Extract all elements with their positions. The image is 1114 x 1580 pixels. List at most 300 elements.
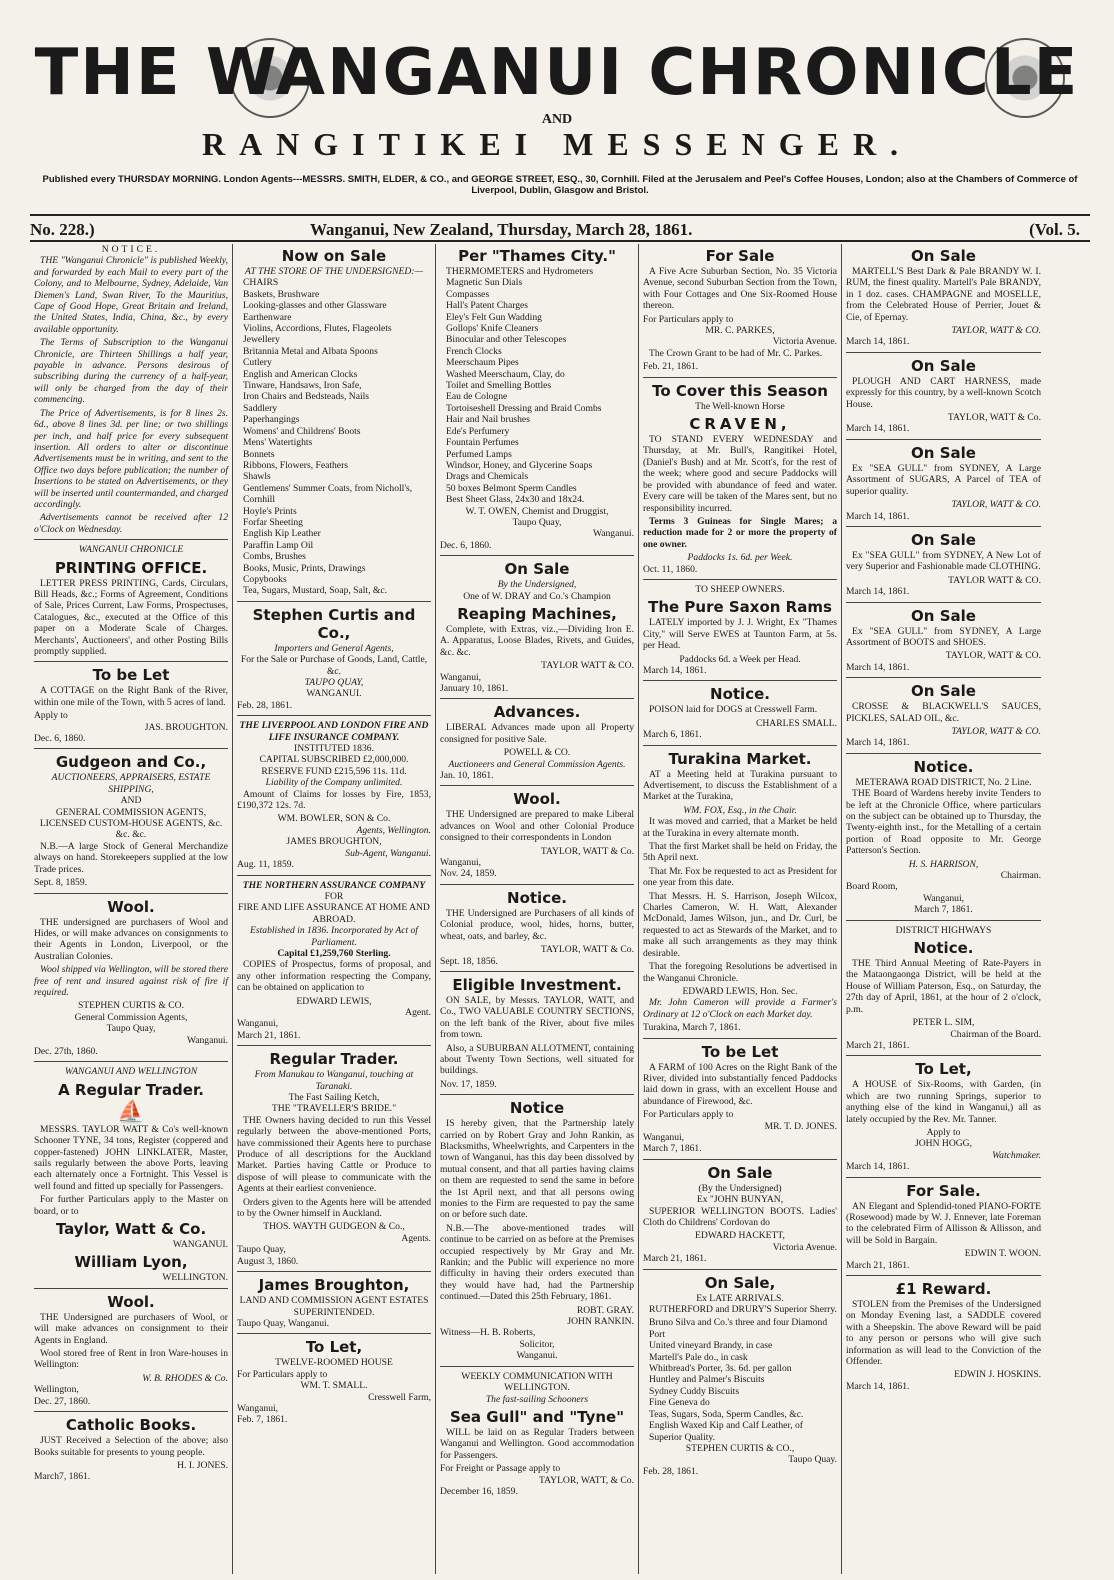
house-date: March 14, 1861. [846,1161,910,1173]
wool-signature: Taupo Quay, [106,1023,156,1035]
list-item: French Clocks [446,345,502,357]
boots-ex: Ex "JOHN BUNYAN, [696,1194,784,1206]
highways-kicker: DISTRICT HIGHWAYS [895,924,992,936]
list-item: Tortoiseshell Dressing and Braid Combs [446,402,602,414]
regular-heading: Regular Trader. [269,1050,399,1069]
road-date: March 7, 1861. [914,904,973,916]
list-item: 50 boxes Belmont Sperm Candles [446,482,577,494]
brandy-text: MARTELL'S Best Dark & Pale BRANDY W. I. RUM, the finest quality. Martell's Pale BRANDY, in 1 doz. cases. CHAMPAGNE and MOSELLE, from the Celebrated House of Perrier, Jouet & Cie, of Epernay. [846,266,1041,323]
list-item: Hall's Patent Charges [446,300,529,312]
sugars-signature: TAYLOR, WATT & CO. [951,499,1041,511]
gudgeon-date: Sept. 8, 1859. [34,877,88,889]
list-item: Hair and Nail brushes [446,414,530,426]
regular-role: Agents. [401,1232,431,1244]
seagull-heading: Sea Gull" and "Tyne" [449,1407,625,1426]
list-item: Bonnets [243,448,275,460]
market-heading: Turakina Market. [668,749,812,768]
liverpool-reserve: RESERVE FUND £215,596 11s. 11d. [261,765,407,777]
wool-date: Dec. 27th, 1860. [34,1045,98,1057]
northern-for: FOR [324,890,344,902]
highways-role: Chairman of the Board. [950,1028,1041,1040]
wool3-date: Nov. 24, 1859. [440,868,497,880]
tolet2-heading: To Let, [305,1338,363,1357]
tolet-apply: Apply to [34,710,68,722]
liverpool-agent: JAMES BROUGHTON, [286,836,382,848]
wool2-date: Dec. 27, 1860. [34,1395,91,1407]
craven-date: Oct. 11, 1860. [643,563,698,575]
advances-text: LIBERAL Advances made upon all Property consigned for positive Sale. [440,722,634,745]
list-item: Jewellery [243,334,280,346]
gudgeon-text: N.B.—A large Stock of General Merchandize always on hand. Storekeepers supplied at the low Trade prices. [34,840,228,875]
masthead-and: AND [541,112,573,127]
list-item: Gollops' Knife Cleaners [446,323,539,335]
wool-text: THE undersigned are purchasers of Wool and Hides, or will make advances on consignments to their Agents in London, Liverpool, or the Australian Colonies. [34,916,228,962]
list-item: Fine Geneva do [649,1397,710,1409]
list-item: Hoyle's Prints [243,505,297,517]
boots-heading: On Sale [707,1163,773,1182]
market-text: WM. FOX, Esq., in the Chair. [683,804,797,816]
books-text: JUST Received a Selection of the above; also Books suitable for presents to young people. [34,1435,228,1458]
lyon-loc: WELLINGTON. [162,1272,228,1284]
forsale-loc: Victoria Avenue. [772,336,837,348]
list-item: Washed Meerschaum, Clay, do [446,368,565,380]
wool2-signature: W. B. RHODES & Co. [142,1372,228,1384]
highways-heading: Notice. [913,939,974,958]
list-item: Compasses [446,288,490,300]
regular-ketch: The Fast Sailing Ketch, [288,1092,380,1103]
seagull-text: WILL be laid on as Regular Traders between Wanganui and Wellington. Good accommodation for Passengers. [440,1426,634,1461]
masthead-subtitle: RANGITIKEI MESSENGER. [201,126,913,162]
liverpool-agent: Sub-Agent, Wanganui. [345,847,431,859]
northern-role: Agent. [405,1006,431,1018]
house-text: A HOUSE of Six-Rooms, with Garden, (in which are two running Springs, superior to anything else of the kind in Wanganui,) all as lately occupied by the Rev. Mr. Tanner. [846,1079,1041,1125]
forsale-text: A Five Acre Suburban Section, No. 35 Victoria Avenue, second Suburban Section from the Town, with Four Cottages and One Six-Roomed House thereon. [643,266,837,312]
lyon-heading: William Lyon, [74,1253,188,1272]
list-item: Combs, Brushes [243,551,306,563]
curtis-text: For the Sale or Purchase of Goods, Land, Cattle, &c. [240,654,428,677]
forsale-text: For Particulars apply to [643,313,734,325]
arrivals-date: Feb. 28, 1861. [643,1465,699,1477]
column-3 [436,244,639,1574]
liverpool-claims: Amount of Claims for losses by Fire, 1853, £190,372 12s. 7d. [237,788,431,812]
thames-list [440,266,634,506]
thames-date: Dec. 6, 1860. [440,539,492,551]
piano-heading: For Sale. [906,1181,981,1200]
list-item: English Waxed Kip and Calf Leather, of Superior Quality. [649,1420,803,1443]
clothing-heading: On Sale [911,530,976,549]
northern-heading: THE NORTHERN ASSURANCE COMPANY [242,879,426,891]
regular-text: THE Owners having decided to run this Vessel regularly between the above-mentioned Ports, have commissioned their Agents here to purchase Produce of all descriptions for the Auckland Market. Parties having Cattle or Produce to dispose of will please to communicate with the Agents at their earliest convenience. [237,1114,431,1195]
house-heading: To Let, [915,1060,972,1079]
arrivals-signature: STEPHEN CURTIS & CO., [685,1442,795,1454]
farm-text: A FARM of 100 Acres on the Right Bank of the River, divided into substantially fenced Paddocks laid down in grass, with an excellent House and abundance of Firewood, &c. [643,1061,837,1107]
list-item: Mens' Watertights [243,437,313,449]
boots-sub: (By the Undersigned) [698,1182,782,1194]
saxon-text: LATELY imported by J. J. Wright, Ex "Thames City," will Serve EWES at Taunton Farm, at 5s. per Head. [643,617,837,652]
ship-icon: ⛵ [117,1098,145,1124]
saxon-text: Paddocks 6d. a Week per Head. [679,653,801,665]
tolet2-loc: Wanganui, [237,1402,279,1414]
market-date: Turakina, March 7, 1861. [643,1022,741,1034]
poison-text: POISON laid for DOGS at Cresswell Farm. [649,704,818,716]
sugars-heading: On Sale [911,443,976,462]
column-5 [842,244,1045,1574]
poison-heading: Notice. [710,685,770,704]
wool2-heading: Wool. [107,1292,155,1311]
market-text: Mr. John Cameron will provide a Farmer's Ordinary at 12 o'Clock on each Market day. [643,997,837,1020]
farm-date: March 7, 1861. [643,1143,702,1155]
road-sub: METERAWA ROAD DISTRICT, No. 2 Line. [855,776,1032,788]
reward-signature: EDWIN J. HOSKINS. [954,1369,1041,1381]
list-item: Iron Chairs and Bedsteads, Nails [243,391,370,403]
list-item: Fountain Perfumes [446,437,519,449]
liverpool-heading: THE LIVERPOOL AND LONDON FIRE AND LIFE INSURANCE COMPANY. [239,720,429,743]
wool3-text: THE Undersigned are prepared to make Liberal advances on Wool and other Colonial Produce consigned to their correspondents in London [440,809,634,844]
wool-heading: Wool. [107,897,155,916]
thames-signature: W. T. OWEN, Chemist and Druggist, [465,505,609,517]
saxon-heading: The Pure Saxon Rams [648,598,832,617]
liverpool-liability: Liability of the Company unlimited. [265,777,403,789]
trader-heading: A Regular Trader. [58,1080,204,1099]
list-item: Tinware, Handsaws, Iron Safe, [243,380,362,392]
list-item: Martell's Pale do., in cask [649,1351,748,1363]
clothing-date: March 14, 1861. [846,586,910,598]
road-town: Wanganui, [922,892,965,904]
notice-text: Advertisements cannot be received after 12 o'Clock on Wednesday. [34,512,228,535]
craven-paddocks: Paddocks 1s. 6d. per Week. [687,552,793,564]
poison-signature: CHARLES SMALL. [755,717,837,729]
reaping-text: Complete, with Extras, viz.,—Dividing Iron E. A. Apparatus, Loose Blades, Rivets, and Guides, &c. &c. [440,623,634,658]
northern-text: COPIES of Prospectus, forms of proposal, and any other information respecting the Company, can be obtained on application to [237,959,431,994]
list-item: Best Sheet Glass, 24x30 and 18x24. [446,494,585,506]
list-item: Books, Music, Prints, Drawings [243,562,366,574]
regular-signature: THOS. WAYTH GUDGEON & Co., [263,1221,405,1233]
boots-loc: Victoria Avenue. [772,1241,837,1253]
partnership-signature: JOHN RANKIN. [567,1316,634,1328]
taylor-loc: WANGANUI. [172,1239,228,1251]
arrivals-text: RUTHERFORD and DRURY'S Superior Sherry. [649,1304,837,1316]
list-item: Teas, Sugars, Soda, Sperm Candles, &c. [649,1408,804,1420]
arrivals-list [643,1317,837,1442]
list-item: English and American Clocks [243,368,358,380]
market-text: That the first Market shall be held on Friday, the 5th April next. [643,841,837,864]
list-item: Windsor, Honey, and Glycerine Soaps [446,459,593,471]
regular-text: Orders given to the Agents here will be attended to by the Owner himself in Auckland. [237,1196,431,1220]
list-item: Tea, Sugars, Mustard, Soap, Salt, &c. [243,585,388,597]
masthead-title: THE WANGANUI CHRONICLE [34,36,1080,110]
highways-signature: PETER L. SIM, [912,1017,975,1029]
harness-signature: TAYLOR, WATT & Co. [947,412,1041,424]
thames-heading: Per "Thames City." [458,247,616,265]
farm-heading: To be Let [701,1042,779,1061]
northern-loc: Wanganui, [237,1018,279,1030]
tolet2-date: Feb. 7, 1861. [237,1414,288,1426]
reward-text: STOLEN from the Premises of the Undersigned on Monday Evening last, a SADDLE covered with a Sheepskin. The above Reward will be paid to any person or persons who will give such information as will lead to the Conviction of the Offender. [846,1299,1041,1368]
books-signature: H. I. JONES. [177,1459,228,1471]
sugars-text: Ex "SEA GULL" from SYDNEY, A Large Assortment of SUGARS, A Parcel of TEA of superior quality. [846,462,1041,497]
tolet-date: Dec. 6, 1860. [34,733,86,745]
sauces-heading: On Sale [911,682,976,701]
wool2-loc: Wellington, [34,1384,79,1396]
sauces-date: March 14, 1861. [846,737,910,749]
notice3-text: THE Undersigned are Purchasers of all kinds of Colonial produce, wool, hides, horns, butter, wheat, oats, and barley, &c. [440,907,634,942]
partnership-witness: Witness—H. B. Roberts, [440,1327,536,1339]
notice3-date: Sept. 18, 1856. [440,955,498,967]
column-1 [30,244,233,1574]
investment-text: ON SALE, by Messrs. TAYLOR, WATT, and Co., TWO VALUABLE COUNTRY SECTIONS, on the left bank of the River, about five miles from town. [440,994,634,1041]
reward-heading: £1 Reward. [895,1280,992,1298]
liverpool-agent: Agents, Wellington. [356,824,431,836]
highways-text: THE Third Annual Meeting of Rate-Payers in the Mataongaonga District, will be held at the House of William Paterson, Esq., on Saturday, the 27th day of April, 1861, at the hour of 2 o'clock, p.m. [846,958,1041,1015]
gudgeon-heading: Gudgeon and Co., [55,753,207,772]
list-item: Sydney Cuddy Biscuits [649,1385,740,1397]
list-item: Shawls [243,471,271,483]
sauces-signature: TAYLOR, WATT & CO. [951,725,1041,737]
column-2 [233,244,436,1574]
market-signature: EDWARD LEWIS, Hon. Sec. [682,985,798,997]
thames-loc: Taupo Quay, [512,516,562,528]
list-item: Saddlery [243,402,278,414]
wool-signature: STEPHEN CURTIS & CO. [77,1000,185,1012]
seagull-date: December 16, 1859. [440,1485,518,1497]
road-signature: H. S. HARRISON, [908,858,979,870]
list-item: CHAIRS [243,277,279,289]
publication-note: Published every THURSDAY MORNING. London Agents---MESSRS. SMITH, ELDER, & CO., and GEORGE STREET, ESQ., 30, Cornhill. Filed at the Jerusalem and Peel's Coffee Houses, London; also at the Chambers of Commerce of Liverpool, Dublin, Glasgow and Bristol. [42,174,1078,196]
list-item: Meerschaum Pipes [446,357,519,369]
list-item: Paraffin Lamp Oil [243,539,314,551]
partnership-signature: ROBT. GRAY. [576,1304,634,1316]
list-item: Eley's Felt Gun Wadding [446,311,542,323]
northern-est: Established in 1836. Incorporated by Act of Parliament. [250,925,418,948]
list-item: Drags and Chemicals [446,471,529,483]
wool2-text: THE Undersigned are purchasers of Wool, or will make advances on consignment to their Agents in England. [34,1311,228,1346]
clothing-signature: TAYLOR WATT & CO. [948,574,1041,586]
curtis-sub: Importers and General Agents, [274,642,394,654]
wool-signature: Wanganui. [186,1034,228,1046]
regular-date: August 3, 1860. [237,1255,299,1267]
arrivals-heading: On Sale, [704,1273,776,1292]
thames-town: Wanganui. [592,528,634,540]
piano-text: AN Elegant and Splendid-toned PIANO-FORTE (Rosewood) made by W. J. Ennever, late Foreman to the celebrated Firm of Allisson & Allisson, and will be Sold in Bargain. [846,1200,1041,1246]
sale-list [237,277,431,596]
printing-heading: PRINTING OFFICE. [54,558,208,577]
northern-sub: FIRE AND LIFE ASSURANCE AT HOME AND ABROAD. [238,902,430,925]
market-text: AT a Meeting held at Turakina pursuant to Advertisement, to discuss the Establishment of a Market at the Turakina, [643,768,837,803]
highways-date: March 21, 1861. [846,1039,910,1051]
gudgeon-sub2: GENERAL COMMISSION AGENTS, LICENSED CUSTOM-HOUSE AGENTS, &c. &c. &c. [39,806,223,841]
brandy-date: March 14, 1861. [846,336,910,348]
sauces-text: CROSSE & BLACKWELL'S SAUCES, PICKLES, SALAD OIL, &c. [846,701,1041,724]
taylor-heading: Taylor, Watt & Co. [55,1220,207,1239]
issue-volume: (Vol. 5. [1029,220,1080,239]
northern-date: March 21, 1861. [237,1029,301,1041]
curtis-date: Feb. 28, 1861. [237,699,293,711]
investment-text: Also, a SUBURBAN ALLOTMENT, containing about Twenty Town Sections, well situated for buildings. [440,1042,634,1077]
liverpool-capital: CAPITAL SUBSCRIBED £2,000,000. [259,754,409,766]
liverpool-inst: INSTITUTED 1836. [294,743,374,755]
weekly-heading: WEEKLY COMMUNICATION WITH WELLINGTON. [461,1370,613,1394]
house-role: Watchmaker. [992,1149,1041,1161]
advances-heading: Advances. [493,703,581,722]
curtis-town: WANGANUI. [306,688,362,700]
reaping-loc: Wanganui, [440,671,482,683]
seagull-signature: TAYLOR, WATT, & Co. [539,1474,634,1486]
advances-role: Auctioneers and General Commission Agents. [448,758,626,770]
list-item: Eau de Cologne [446,391,508,403]
partnership-loc: Wanganui. [516,1350,558,1362]
poison-date: March 6, 1861. [643,729,702,741]
wool3-heading: Wool. [513,790,561,809]
reaping-date: January 10, 1861. [440,683,509,694]
market-text: That the foregoing Resolutions be advertised in the Wanganui Chronicle. [643,961,837,984]
forsale-signature: MR. C. PARKES, [705,325,775,337]
regular-loc: Taupo Quay, [237,1244,286,1256]
list-item: Looking-glasses and other Glassware [243,300,387,312]
seagull-text: For Freight or Passage apply to [440,1463,561,1475]
harness-date: March 14, 1861. [846,423,910,435]
list-item: Cutlery [243,357,272,369]
printing-text: LETTER PRESS PRINTING, Cards, Circulars, Bill Heads, &c.; Forms of Agreement, Conditions of Sale, Prices Current, Law Forms, Prospectuses, Catalogues, &c., executed at the Office of this paper on a Moderate Scale of Charges. Merchants', Auctioneers', and other Posting Bills promptly supplied. [34,577,228,657]
road-role: Chairman. [1000,870,1041,882]
piano-signature: EDWIN T. WOON. [964,1248,1041,1260]
boots-signature: EDWARD HACKETT, [695,1230,785,1242]
list-item: Copybooks [243,573,287,585]
list-item: Magnetic Sun Dials [446,277,523,289]
wool3-loc: Wanganui, [440,857,482,869]
list-item: Gentlemens' Summer Coats, from Nicholl's, Cornhill [243,482,413,506]
list-item: Womens' and Childrens' Boots [243,425,361,437]
craven-terms: Terms 3 Guineas for Single Mares; a reduction made for 2 or more the property of one owner. [643,515,837,550]
market-text: That Messrs. H. S. Harrison, Joseph Wilcox, Charles Cameron, W. H. Watt, Alexander McDonald, James Wilson, jun., and Dr. Curl, be requested to act as Stewards of the Market, and to make all such arrangements as they may think desirable. [643,890,837,959]
trader-kicker: WANGANUI AND WELLINGTON [64,1066,198,1078]
advances-date: Jan. 10, 1861. [440,770,494,782]
list-item: Binocular and other Telescopes [446,334,567,346]
farm-text: For Particulars apply to [643,1109,734,1121]
partnership-text: IS hereby given, that the Partnership lately carried on by Robert Gray and John Rankin, as Blacksmiths, Wheelwrights, and Carpenters in the town of Wanganui, has this day been dissolved by mutual consent, and that all parties having claims on them are requested to send the same in before the 1st April next, and that all persons owing monies to the Firm are requested to pay the same on or before such date. [440,1118,634,1221]
tolet2-signature: WM. T. SMALL. [300,1380,368,1392]
list-item: Toilet and Smelling Bottles [446,380,552,392]
farm-signature: MR. T. D. JONES. [764,1120,837,1132]
harness-heading: On Sale [911,356,976,375]
list-item: Bruno Silva and Co.'s three and four Diamond Port [649,1317,828,1340]
notice-text: The Terms of Subscription to the Wanganui Chronicle, are Thirteen Shillings a half year, payable in advance. Persons desirous of subscribing during the currency of a half-year, will only be charged from the day of their commencing. [34,337,228,406]
tolet-text: A COTTAGE on the Right Bank of the River, within one mile of the Town, with 5 acres of land. [34,685,228,708]
craven-text: TO STAND EVERY WEDNESDAY and Thursday, at Mr. Bull's, Rangitikei Hotel, (Daniel's Bush) and at Mr. Scott's, for the rest of the week; where good and secure Paddocks will be provided with abundance of feed and water. Every care will be taken of the Mares sent, but no responsibility incurred. [643,434,837,514]
list-item: Earthenware [243,311,292,323]
list-item: United vineyard Brandy, in case [649,1340,773,1352]
notice3-signature: TAYLOR, WATT & Co. [540,944,634,956]
investment-heading: Eligible Investment. [452,975,622,994]
columns [30,244,1090,1574]
northern-signature: EDWARD LEWIS, [296,995,372,1007]
partnership-text: N.B.—The above-mentioned trades will continue to be carried on as before at the Premises occupied respectively by Mr Gray and Mr. Rankin; and the Public will experience no more difficulty in having their orders executed than they would have had, had the Partnership continued.—Dated this 25th February, 1861. [440,1222,634,1303]
brandy-signature: TAYLOR, WATT & CO. [951,325,1041,337]
shoes-heading: On Sale [911,606,976,625]
tolet-signature: JAS. BROUGHTON. [144,721,228,733]
wool-signature: General Commission Agents, [74,1011,188,1023]
tolet2-sub: TWELVE-ROOMED HOUSE [275,1357,393,1369]
rule-bottom [30,240,1090,242]
tolet-heading: To be Let [92,666,170,685]
list-item: Forfar Sheeting [243,516,303,528]
sale-sub: AT THE STORE OF THE UNDERSIGNED:— [244,266,424,277]
craven-name: CRAVEN, [689,415,791,434]
notice3-heading: Notice. [507,888,567,907]
partnership-heading: Notice [509,1099,565,1118]
list-item: Britannia Metal and Albata Spoons [243,345,378,357]
road-text: THE Board of Wardens hereby invite Tenders to be left at the Chronicle Office, where particulars on the subject can be obtained up to Thursday, the Twenty-eighth inst., for the Metalling of a certain portion of Road opposite to Mr. George Patterson's Section. [846,788,1041,857]
advances-signature: POWELL & CO. [503,747,571,759]
sale-heading: Now on Sale [281,247,387,265]
tolet2-farm: Cresswell Farm, [368,1391,431,1403]
saxon-date: March 14, 1861. [643,664,707,676]
gudgeon-and: AND [120,795,142,807]
wool2-text: Wool stored free of Rent in Iron Ware-houses in Wellington: [34,1348,228,1371]
trader-text: For further Particulars apply to the Master on board, or to [34,1194,228,1217]
notice-text: The Price of Advertisements, is for 8 lines 2s. 6d., above 8 lines 3d. per line; or two shillings per inch, and half price for every subsequent insertion. All orders to alter or discontinue Advertisements must be in writing, and sent to the Office two days before publication; the number of Insertions to be stated on Advertisements, or they will be inserted until countermanded, and charged accordingly. [34,407,228,510]
list-item: English Kip Leather [243,528,321,540]
clothing-text: Ex "SEA GULL" from SYDNEY, A New Lot of very Superior and Fashionable made CLOTHING. [846,549,1041,573]
notice-text: THE "Wanganui Chronicle" is published Weekly, and forwarded by each Mail to every part of the Colony, and to Melbourne, Sydney, Adelaide, Van Diemen's Land, Swan River, To the Mauritius, Cape of Good Hope, Great Britain and Ireland, the United States, India, China, &c., by every available opportunity. [34,255,228,335]
shoes-text: Ex "SEA GULL" from SYDNEY, A Large Assortment of BOOTS and SHOES. [846,625,1041,648]
house-apply: Apply to [926,1126,961,1138]
craven-heading: To Cover this Season [652,381,828,400]
regular-sub: From Manukau to Wanganui, touching at Taranaki. [254,1069,414,1092]
list-item: Ede's Perfumery [446,425,510,437]
road-heading: Notice. [913,757,974,776]
broughton-loc: Taupo Quay, Wanganui. [237,1317,330,1329]
shoes-date: March 14, 1861. [846,661,910,673]
curtis-heading: Stephen Curtis and Co., [252,605,416,642]
reaping-heading: Reaping Machines, [457,604,617,623]
wool3-signature: TAYLOR, WATT & Co. [540,845,634,857]
forsale-text: The Crown Grant to be had of Mr. C. Parkes. [649,347,823,359]
column-4 [639,244,842,1574]
regular-name: THE "TRAVELLER'S BRIDE." [271,1103,397,1115]
arrivals-sub: Ex LATE ARRIVALS. [696,1292,784,1304]
list-item: Violins, Accordions, Flutes, Flageolets [243,323,392,335]
onsale-text: One of W. DRAY and Co.'s Champion [463,590,611,602]
list-item: Perfumed Lamps [446,448,512,460]
road-loc: Board Room, [846,881,898,893]
list-item: Paperhangings [243,414,300,426]
sugars-date: March 14, 1861. [846,510,910,522]
list-item: Ribbons, Flowers, Feathers [243,459,348,471]
trader-text: MESSRS. TAYLOR WATT & Co's well-known Schooner TYNE, 34 tons, Register (coppered and copper-fastened) JOHN LINKLATER, Master, sails regularly between the above Ports, leaving each alternately once a Fortnight. This Vessel is well found and fitted up specially for Passengers. [34,1123,228,1192]
craven-sub: The Well-known Horse [695,400,785,412]
printing-kicker: WANGANUI CHRONICLE [78,544,184,556]
gudgeon-sub: AUCTIONEERS, APPRAISERS, ESTATE SHIPPING, [51,772,211,795]
liverpool-agent: WM. BOWLER, SON & Co. [277,813,391,825]
house-signature: JOHN HOGG, [914,1138,973,1150]
onsale-heading: On Sale [504,560,570,579]
farm-loc: Wanganui, [643,1131,685,1143]
forsale-date: Feb. 21, 1861. [643,361,699,373]
books-heading: Catholic Books. [65,1416,197,1435]
books-date: March7, 1861. [34,1471,91,1483]
boots-text: SUPERIOR WELLINGTON BOOTS. Ladies' Cloth do Childrens' Cordovan do [643,1205,837,1228]
tolet2-text: For Particulars apply to [237,1368,328,1380]
notice-heading: NOTICE. [101,244,161,255]
issue-number: No. 228.) [30,220,95,239]
reward-date: March 14, 1861. [846,1380,910,1392]
northern-capital: Capital £1,259,760 Sterling. [277,947,391,959]
list-item: Baskets, Brushware [243,288,320,300]
arrivals-loc: Taupo Quay. [788,1454,837,1466]
onsale-sub: By the Undersigned, [497,579,577,591]
partnership-role: Solicitor, [519,1338,555,1350]
boots-date: March 21, 1861. [643,1253,707,1265]
